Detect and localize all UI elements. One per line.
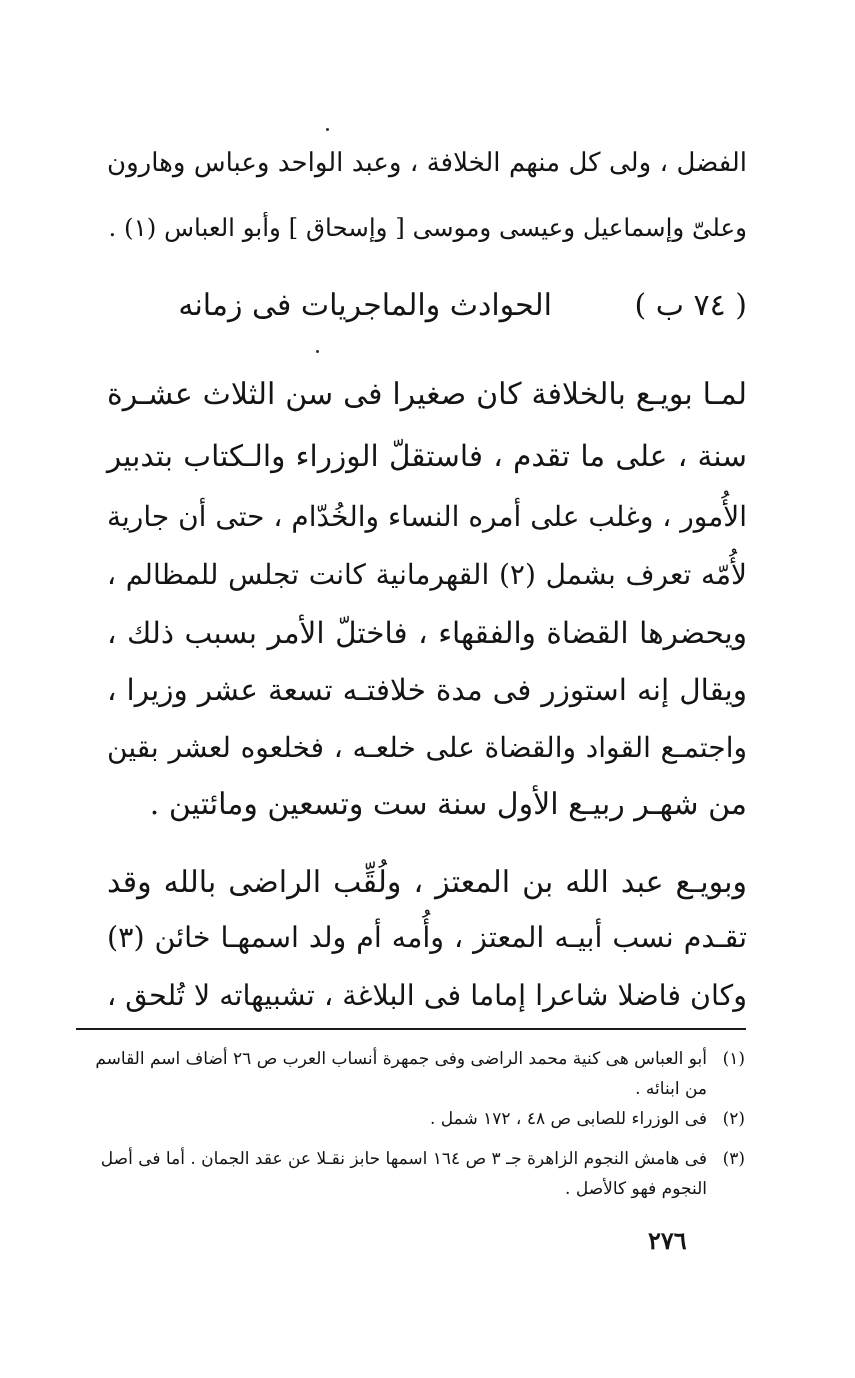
footnote-3	[70, 1146, 745, 1172]
paragraph-2-line: لأُمّه تعرف بشمل (٢) القهرمانية كانت تجلس للمظالم ،	[107, 558, 748, 591]
section-title: الحوادث والماجريات فى زمانه	[178, 288, 552, 323]
paragraph-2-line: ويقال إنه استوزر فى مدة خلافتـه تسعة عشر وزيرا ،	[107, 673, 747, 707]
paragraph-2-line: سنة ، على ما تقدم ، فاستقلّ الوزراء والـكتاب بتدبير	[107, 439, 747, 473]
paragraph-3-line: تقـدم نسب أبيـه المعتز ، وأُمه أم ولد اسمهـا خائن (٣)	[107, 921, 747, 954]
paragraph-3-line: وبويـع عبد الله بن المعتز ، ولُقِّب الراضى بالله وقد	[107, 865, 747, 900]
paragraph-1-line: وعلىّ وإسماعيل وعيسى وموسى [ وإسحاق ] وأبو العباس (١) .	[108, 213, 747, 242]
folio-marker: ( ٧٤ ب )	[634, 288, 747, 323]
paragraph-2-line: ويحضرها القضاة والفقهاء ، فاختلّ الأمر بسبب ذلك ،	[107, 616, 747, 650]
paragraph-2-line: الأُمور ، وغلب على أمره النساء والخُدّام ، حتى أن جارية	[107, 500, 747, 533]
paragraph-2-line: لمـا بويـع بالخلافة كان صغيرا فى سن الثلاث عشـرة	[107, 377, 747, 412]
footnote-text: فى هامش النجوم الزاهرة جـ ٣ ص ١٦٤ اسمها حابز نقـلا عن عقد الجمان . أما فى أصل	[100, 1149, 707, 1169]
paragraph-2-line: من شهـر ربيـع الأول سنة ست وتسعين ومائتين .	[149, 787, 747, 822]
paragraph-2-line: واجتمـع القواد والقضاة على خلعـه ، فخلعوه لعشر بقين	[107, 731, 747, 764]
footnote-number: (٣)	[722, 1149, 745, 1169]
footnote-text: فى الوزراء للصابى ص ٤٨ ، ١٧٢ شمل .	[429, 1109, 707, 1129]
footnote-3-continuation: النجوم فهو كالأصل .	[565, 1179, 707, 1199]
footnote-text: أبو العباس هى كنية محمد الراضى وفى جمهرة أنساب العرب ص ٢٦ أضاف اسم القاسم	[95, 1049, 707, 1069]
footnote-1	[70, 1046, 745, 1072]
footnote-1-continuation: من ابنائه .	[635, 1079, 707, 1099]
footnote-number: (١)	[722, 1049, 745, 1069]
scan-speck	[326, 128, 329, 131]
footnote-2	[70, 1106, 745, 1132]
page-number: ٢٧٦	[648, 1226, 687, 1255]
paragraph-1-line: الفضل ، ولى كل منهم الخلافة ، وعبد الواحد وعباس وهارون	[107, 148, 747, 178]
section-heading	[107, 284, 747, 328]
scan-speck	[316, 350, 319, 353]
footnote-separator	[76, 1028, 746, 1030]
footnote-number: (٢)	[722, 1109, 745, 1129]
paragraph-3-line: وكان فاضلا شاعرا إماما فى البلاغة ، تشبيهاته لا تُلحق ،	[107, 979, 747, 1012]
